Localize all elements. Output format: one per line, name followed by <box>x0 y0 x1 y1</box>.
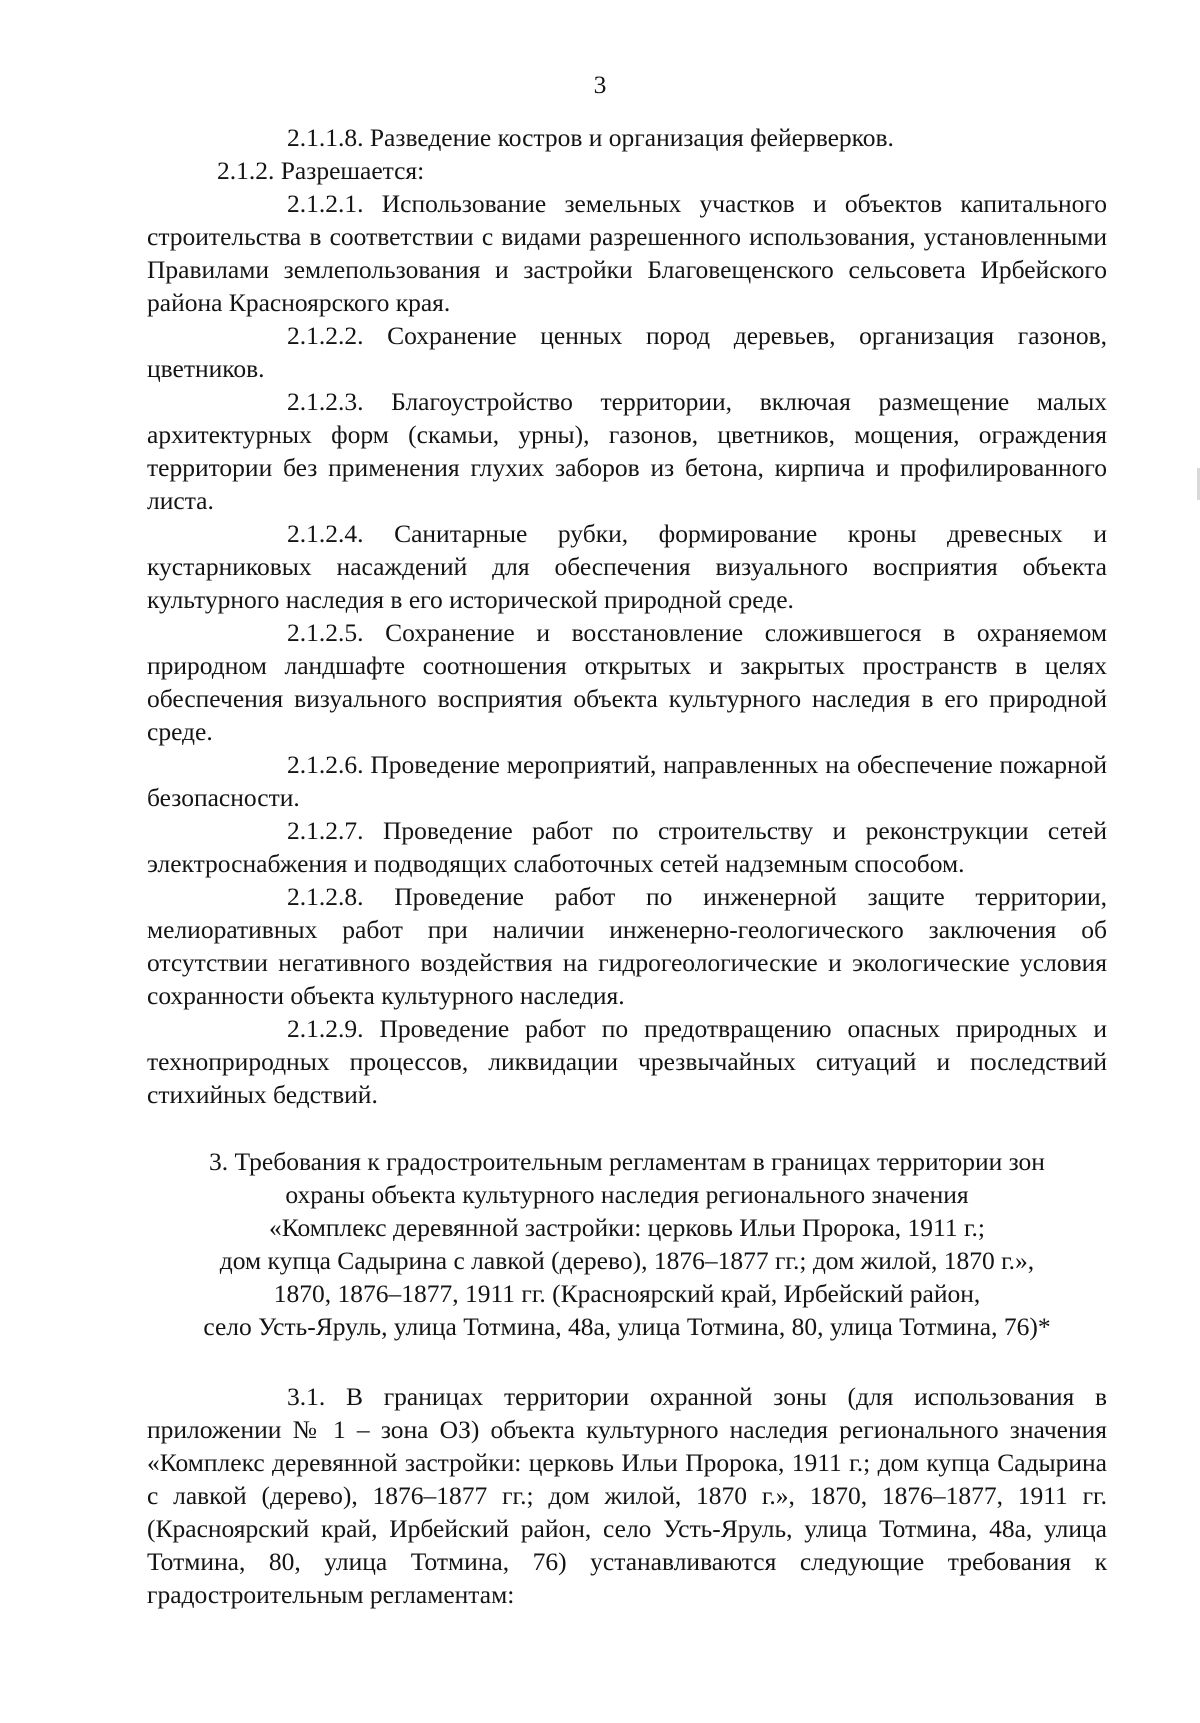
clause-text: Проведение работ по инженерной защите территории, мелиоративных работ при наличии инженерно-геологического заключения об отсутствии негативного воздействия на гидрогеологические и экологические условия сохранности объекта культурного наследия. <box>147 882 1108 1010</box>
clause-number: 2.1.2.7. <box>287 816 364 845</box>
clause-3-1 <box>147 1380 1107 1611</box>
clause-2-1-2 <box>147 154 1107 187</box>
clause-text: Проведение мероприятий, направленных на обеспечение пожарной безопасности. <box>147 750 1108 812</box>
clause-text: Использование земельных участков и объектов капитального строительства в соответствии с видами разрешенного использования, установленными Правилами землепользования и застройки Благовещенского сельсовета Ирбейского района Красноярского края. <box>147 189 1107 317</box>
clause-2-1-2-7 <box>147 814 1107 880</box>
clause-text: Санитарные рубки, формирование кроны древесных и кустарниковых насаждений для обеспечения визуального восприятия объекта культурного наследия в его исторической природной среде. <box>147 519 1107 614</box>
clause-text: Проведение работ по строительству и реконструкции сетей электроснабжения и подводящих слаботочных сетей надземным способом. <box>147 816 1107 878</box>
clause-text: В границах территории охранной зоны (для использования в приложении № 1 – зона ОЗ) объекта культурного наследия регионального значения «Комплекс деревянной застройки: церковь Ильи Пророка, 1911 г.; дом купца Садырина с лавкой (дерево), 1876–1877 гг.; дом жилой, 1870 г.», 1870, 1876–1877, 1911 гг. (Красноярский край, Ирбейский район, село Усть-Яруль, улица Тотмина, 48а, улица Тотмина, 80, улица Тотмина, 76) устанавливаются следующие требования к градостроительным регламентам: <box>147 1382 1107 1609</box>
clause-2-1-2-2 <box>147 319 1107 385</box>
clause-number: 2.1.2.6. <box>287 750 364 779</box>
clause-number: 2.1.2. <box>217 156 275 185</box>
clause-2-1-2-3 <box>147 385 1107 517</box>
clause-number: 2.1.2.2. <box>287 321 364 350</box>
section-title-line: дом купца Садырина с лавкой (дерево), 1876–1877 гг.; дом жилой, 1870 г.», <box>219 1246 1035 1275</box>
section-title-line: «Комплекс деревянной застройки: церковь Ильи Пророка, 1911 г.; <box>268 1213 986 1242</box>
section-title-line: охраны объекта культурного наследия регионального значения <box>285 1180 969 1209</box>
clause-2-1-2-8 <box>147 880 1107 1012</box>
clause-number: 2.1.2.1. <box>287 189 364 218</box>
clause-number: 2.1.2.4. <box>287 519 364 548</box>
clause-text: Сохранение ценных пород деревьев, организация газонов, цветников. <box>147 321 1108 383</box>
clause-text: Разрешается: <box>280 156 425 185</box>
clause-2-1-2-9 <box>147 1012 1107 1111</box>
clause-number: 2.1.2.5. <box>287 618 364 647</box>
clause-text: Сохранение и восстановление сложившегося в охраняемом природном ландшафте соотношения открытых и закрытых пространств в целях обеспечения визуального восприятия объекта культурного наследия в его природной среде. <box>147 618 1107 746</box>
page-number: 3 <box>593 70 607 99</box>
clause-number: 3.1. <box>287 1382 326 1411</box>
clause-2-1-2-1 <box>147 187 1107 319</box>
clause-2-1-2-6 <box>147 748 1107 814</box>
clause-2-1-1-8 <box>147 121 1107 154</box>
clause-number: 2.1.1.8. <box>287 123 364 152</box>
clause-text: Разведение костров и организация фейерверков. <box>369 123 894 152</box>
clause-number: 2.1.2.3. <box>287 387 364 416</box>
section-title-line: село Усть-Яруль, улица Тотмина, 48а, улица Тотмина, 80, улица Тотмина, 76)* <box>203 1312 1051 1341</box>
document-body <box>147 121 1107 1611</box>
clause-text: Благоустройство территории, включая размещение малых архитектурных форм (скамьи, урны), газонов, цветников, мощения, ограждения территории без применения глухих заборов из бетона, кирпича и профилированного листа. <box>147 387 1107 515</box>
clause-2-1-2-5 <box>147 616 1107 748</box>
section-3-title <box>147 1145 1107 1343</box>
clause-2-1-2-4 <box>147 517 1107 616</box>
clause-number: 2.1.2.9. <box>287 1014 364 1043</box>
clause-number: 2.1.2.8. <box>287 882 364 911</box>
section-spacer <box>147 1343 1107 1380</box>
clause-text: Проведение работ по предотвращению опасных природных и техноприродных процессов, ликвидации чрезвычайных ситуаций и последствий стихийных бедствий. <box>147 1014 1107 1109</box>
section-title-line: 3. Требования к градостроительным регламентам в границах территории зон <box>209 1147 1045 1176</box>
section-title-line: 1870, 1876–1877, 1911 гг. (Красноярский край, Ирбейский район, <box>273 1279 981 1308</box>
